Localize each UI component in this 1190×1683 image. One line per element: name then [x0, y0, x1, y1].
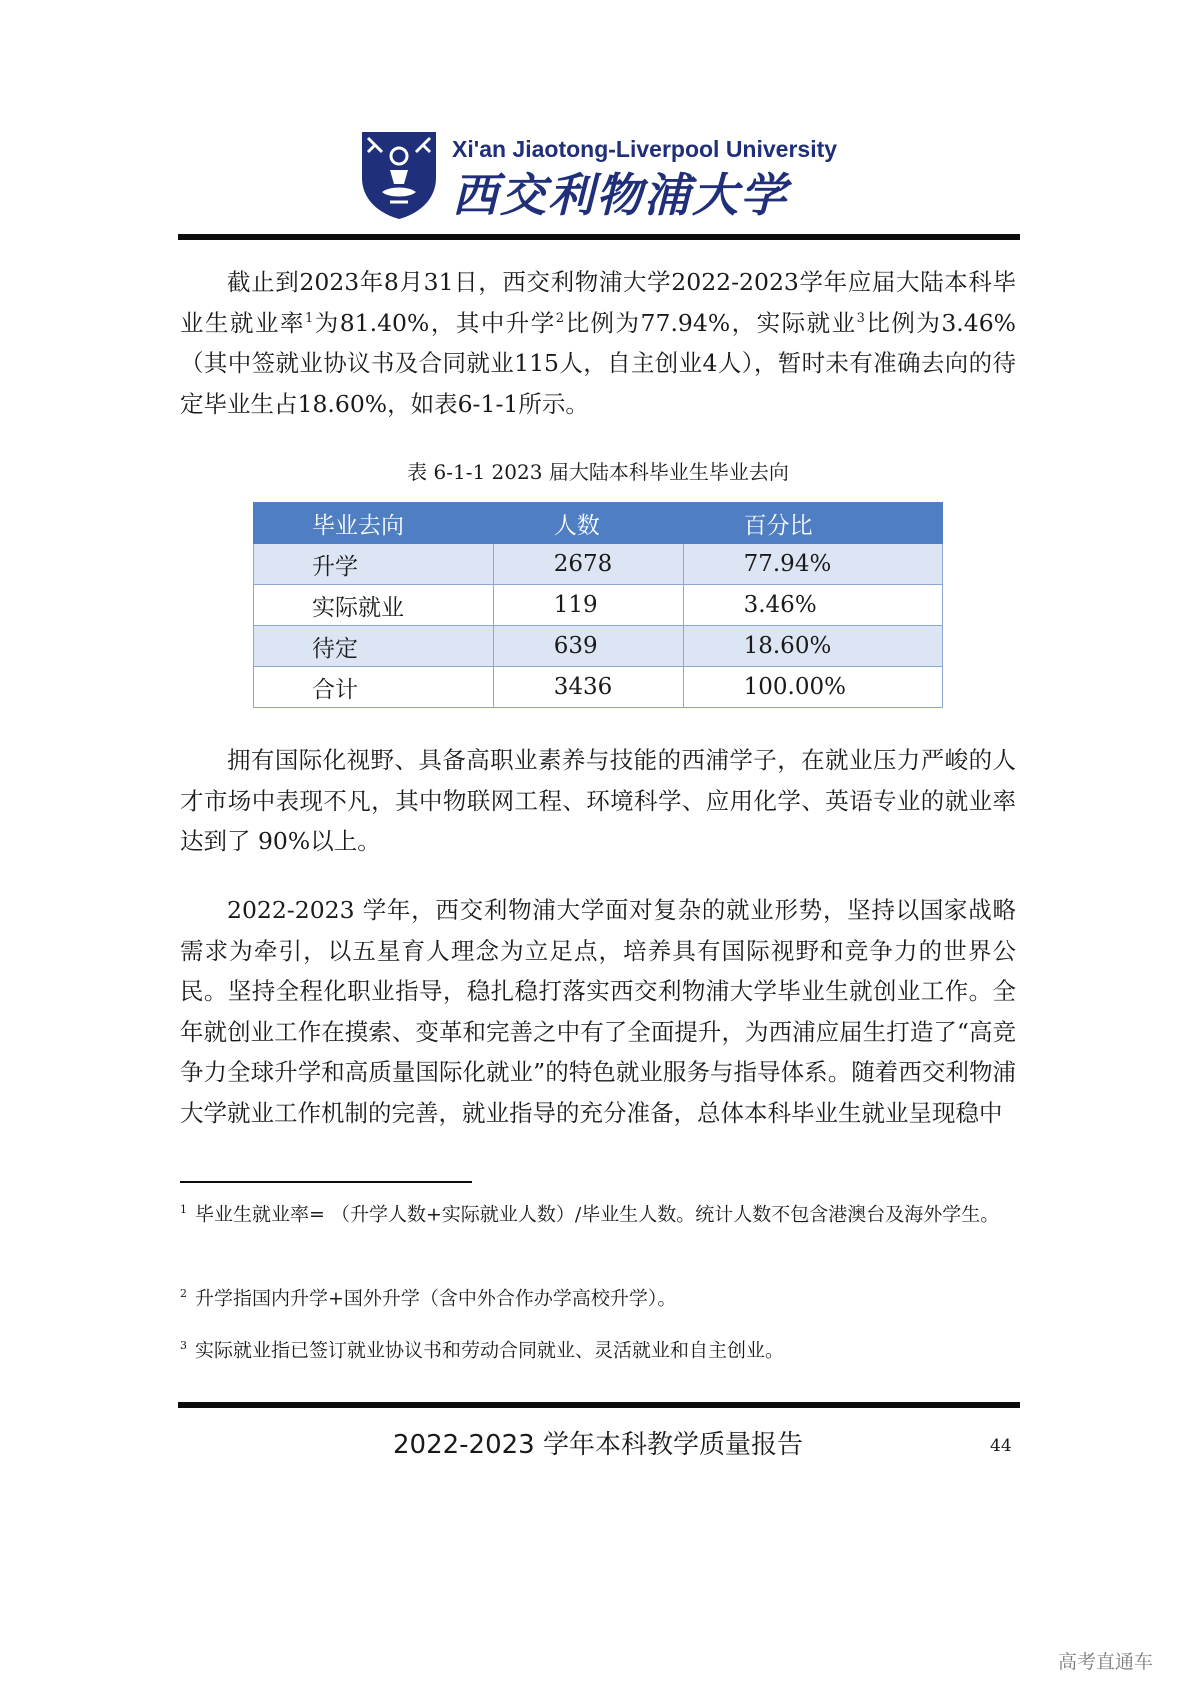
footnote-text: 升学指国内升学+国外升学（含中外合作办学高校升学）。: [195, 1287, 677, 1310]
footnote-3: [180, 1328, 1016, 1368]
table-cell: 18.60%: [683, 626, 942, 667]
university-logo: [360, 130, 838, 230]
paragraph-text: 截止到2023年8月31日，西交利物浦大学2022-2023学年应届大陆本科毕业生就业率: [180, 268, 1016, 337]
footnote-text: 实际就业指已签订就业协议书和劳动合同就业、灵活就业和自主创业。: [195, 1339, 785, 1362]
table-cell: 3.46%: [683, 585, 942, 626]
shield-crest-icon: [360, 130, 438, 220]
report-title: 2022-2023 学年本科教学质量报告: [393, 1430, 803, 1460]
column-header-count: 人数: [493, 503, 683, 544]
university-name-zh: 西交利物浦大学: [452, 168, 788, 222]
paragraph-performance: 拥有国际化视野、具备高职业素养与技能的西浦学子，在就业压力严峻的人才市场中表现不凡，其中物联网工程、环境科学、应用化学、英语专业的就业率达到了 90%以上。: [180, 746, 1016, 855]
footnote-mark: 3: [180, 1339, 187, 1352]
paragraph-text: 为81.40%，其中升学: [313, 308, 556, 337]
table-cell: 119: [493, 585, 683, 626]
table-row: [254, 544, 943, 585]
paragraph-career-guidance: 2022-2023 学年，西交利物浦大学面对复杂的就业形势，坚持以国家战略需求为牵引，以五星育人理念为立足点，培养具有国际视野和竞争力的世界公民。坚持全程化职业指导，稳扎稳打落实西交利物浦大学毕业生就创业工作。全年就创业工作在摸索、变革和完善之中有了全面提升，为西浦应届生打造了“高竞争力全球升学和高质量国际化就业”的特色就业服务与指导体系。随着西交利物浦大学就业工作机制的完善，就业指导的充分准备，总体本科毕业生就业呈现稳中: [180, 896, 1016, 1127]
graduate-destination-table: [253, 502, 943, 708]
footnote-ref: 2: [555, 310, 565, 326]
footnote-ref: 1: [304, 310, 314, 326]
table-cell: 升学: [254, 544, 494, 585]
table-cell: 待定: [254, 626, 494, 667]
table-cell: 3436: [493, 667, 683, 708]
table-row: [254, 667, 943, 708]
table-cell: 2678: [493, 544, 683, 585]
footer-rule: [178, 1402, 1020, 1408]
footnote-mark: 1: [180, 1203, 187, 1216]
footnote-rule: [180, 1181, 472, 1183]
table-cell: 100.00%: [683, 667, 942, 708]
table-cell: 合计: [254, 667, 494, 708]
page-number: 44: [990, 1436, 1012, 1456]
table-caption: 表 6-1-1 2023 届大陆本科毕业生毕业去向: [407, 460, 789, 484]
table-cell: 639: [493, 626, 683, 667]
footnote-2: [180, 1276, 1016, 1316]
table-header-row: [254, 503, 943, 544]
footnote-text: 毕业生就业率= （升学人数+实际就业人数）/毕业生人数。统计人数不包含港澳台及海外学生。: [195, 1203, 1000, 1226]
footnote-mark: 2: [180, 1287, 187, 1300]
column-header-percent: 百分比: [683, 503, 942, 544]
table-cell: 77.94%: [683, 544, 942, 585]
watermark: 高考直通车: [1058, 1651, 1154, 1673]
footnote-ref: 3: [856, 310, 865, 326]
footnote-1: [180, 1192, 1016, 1232]
header-rule: [178, 234, 1020, 240]
paragraph-text: 比例为3.46%（其中签就业协议书及合同就业115人，自主创业4人），暂时未有准确去向的待定毕业生占18.60%，如表6-1-1所示。: [180, 308, 1017, 418]
column-header-destination: 毕业去向: [254, 503, 494, 544]
paragraph-text: 比例为77.94%，实际就业: [564, 308, 857, 337]
university-name-en: Xi'an Jiaotong-Liverpool University: [452, 136, 838, 162]
table-row: [254, 626, 943, 667]
paragraph-employment-rate: [180, 262, 1016, 424]
table-row: [254, 585, 943, 626]
table-cell: 实际就业: [254, 585, 494, 626]
